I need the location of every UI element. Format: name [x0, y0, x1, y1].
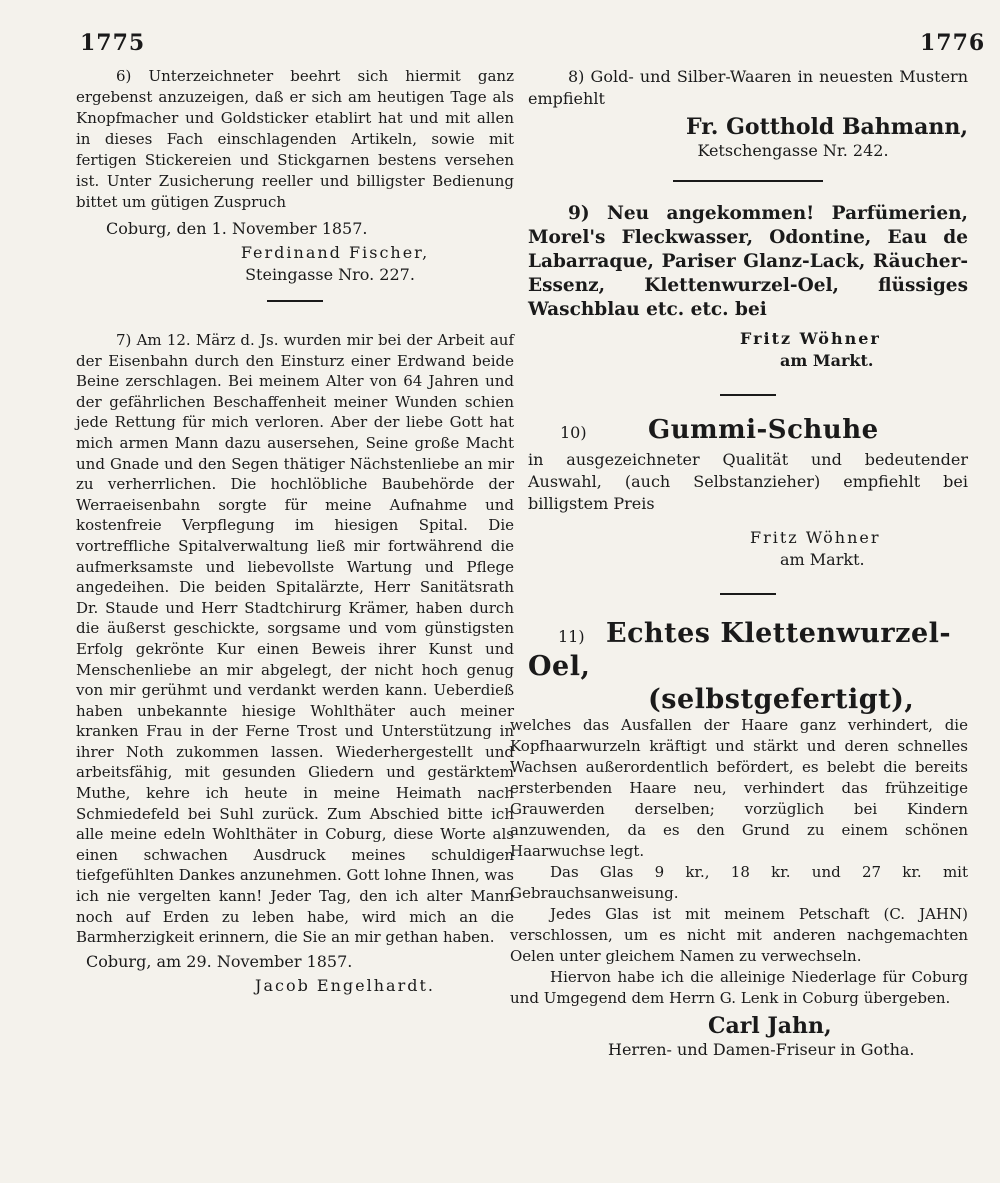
advertisement-11	[510, 618, 968, 1061]
separator-rule	[267, 300, 323, 302]
ad6-signature-address: Steingasse Nro. 227.	[245, 265, 415, 284]
right-column	[510, 66, 968, 1061]
ad7-signature: Jacob Engelhardt.	[255, 975, 435, 995]
page-number-left: 1775	[80, 30, 146, 56]
ad11-title: Echtes Klettenwurzel-Oel,	[528, 618, 952, 682]
ad9-text: 9) Neu angekommen! Parfümerien, Morel's Fleckwasser, Odontine, Eau de Labarraque, Pariser Glanz-Lack, Räucher-Essenz, Klettenwurzel-Oel, flüssiges Waschblau etc. etc. bei	[528, 203, 968, 320]
ad11-heading-line-1	[528, 619, 968, 685]
ad7-text: 7) Am 12. März d. Js. wurden mir bei der Arbeit auf der Eisenbahn durch den Einsturz einer Erdwand beide Beine zerschlagen. Bei meinem Alter von 64 Jahren und der gefährlichen Beschaffenheit meiner Wunden schien jede Rettung für mich verloren. Aber der liebe Gott hat mich armen Mann dazu ausersehen, Seine große Macht und Gnade und den Segen thätiger Nächstenliebe an mir zu verherrlichen. Die hochlöbliche Baubehörde der Werraeisenbahn sorgte für meine Aufnahme und kostenfreie Verpflegung im hiesigen Spital. Die vortreffliche Spitalverwaltung ließ mir fortwährend die aufmerksamste und liebevollste Wartung und Pflege angedeihen. Die beiden Spitalärzte, Herr Sanitätsrath Dr. Staude und Herr Stadtchirurg Krämer, haben durch die äußerst geschickte, sorgsame und vom günstigsten Erfolg gekrönte Kur einen Beweis ihrer Kunst und Menschenliebe an mir abgelegt, der nicht hoch genug von mir gerühmt und verdankt werden kann. Ueberdieß haben unbekannte hiesige Wohlthäter auch meiner kranken Frau in der Ferne Trost und Unterstützung in ihrer Noth zukommen lassen. Wiederhergestellt und arbeitsfähig, mit gesunden Gliedern und gestärktem Muthe, kehre ich heute in meine Heimath nach Schmiedefeld bei Suhl zurück. Zum Abschied bitte ich alle meine edeln Wohlthäter in Coburg, diese Worte als einen schwachen Ausdruck meines schuldigen tiefgefühlten Dankes anzunehmen. Gott lohne Ihnen, was ich nie vergelten kann! Jeder Tag, den ich alter Mann noch auf Erden zu leben habe, wird mich an die Barmherzigkeit erinnern, die Sie an mir gethan haben.	[76, 331, 514, 947]
ad10-title: Gummi-Schuhe	[648, 415, 879, 445]
ad9-place: am Markt.	[780, 351, 874, 370]
advertisement-7	[76, 330, 514, 997]
ad11-seal-note: Jedes Glas ist mit meinem Petschaft (C. JAHN) verschlossen, um es nicht mit anderen nachgemachten Oelen unter gleichem Namen zu verwechseln.	[510, 905, 968, 965]
ad7-dateline: Coburg, am 29. November 1857.	[86, 951, 353, 971]
ad10-number: 10)	[560, 423, 587, 442]
separator-rule	[673, 180, 823, 182]
ad10-place: am Markt.	[780, 550, 865, 569]
ad6-dateline: Coburg, den 1. November 1857.	[106, 219, 368, 238]
left-column	[76, 66, 514, 997]
ad8-address: Ketschengasse Nr. 242.	[697, 141, 889, 160]
ad6-signature-name: Ferdinand Fischer,	[240, 243, 430, 262]
ad8-text: 8) Gold- und Silber-Waaren in neuesten Mustern empfiehlt	[528, 67, 968, 108]
ad11-merchant-name: Carl Jahn,	[708, 1013, 832, 1039]
page-number-right: 1776	[920, 30, 986, 56]
ad8-merchant-name: Fr. Gotthold Bahmann,	[685, 114, 968, 140]
advertisement-10	[528, 414, 968, 571]
separator-rule	[720, 394, 776, 396]
ad6-text: 6) Unterzeichneter beehrt sich hiermit ganz ergebenst anzuzeigen, daß er sich am heutigen Tage als Knopfmacher und Goldsticker etablirt hat und mit allen in dieses Fach einschlagenden Artikeln, sowie mit fertigen Stickereien und Stickgarnen bestens versehen ist. Unter Zusicherung reeller und billigster Bedienung bittet um gütigen Zuspruch	[76, 67, 514, 211]
ad10-text: in ausgezeichneter Qualität und bedeutender Auswahl, (auch Selbstanzieher) empfiehlt bei billigstem Preis	[528, 450, 968, 513]
ad11-depot-note: Hiervon habe ich die alleinige Niederlage für Coburg und Umgegend dem Herrn G. Lenk in Coburg übergeben.	[510, 968, 968, 1007]
ad11-price: Das Glas 9 kr., 18 kr. und 27 kr. mit Gebrauchsanweisung.	[510, 863, 968, 902]
advertisement-9	[528, 202, 968, 372]
ad11-number: 11)	[558, 627, 585, 646]
ad11-subtitle: (selbstgefertigt),	[648, 684, 915, 715]
ad11-text: welches das Ausfallen der Haare ganz verhindert, die Kopfhaarwurzeln kräftigt und stärkt und deren schnelles Wachsen außerordentlich befördert, es belebt die bereits ersterbenden Haare neu, verhindert das frühzeitige Grauwerden derselben; vorzüglich bei Kindern anzuwenden, da es den Grund zu einem schönen Haarwuchse legt.	[510, 716, 968, 860]
ad10-heading-line	[528, 414, 968, 449]
advertisement-6	[76, 66, 514, 286]
ad10-merchant-name: Fritz Wöhner	[750, 528, 881, 547]
ad11-trade: Herren- und Damen-Friseur in Gotha.	[608, 1040, 915, 1059]
advertisement-8	[528, 66, 968, 162]
separator-rule	[720, 593, 776, 595]
ad9-merchant-name: Fritz Wöhner	[740, 329, 881, 348]
